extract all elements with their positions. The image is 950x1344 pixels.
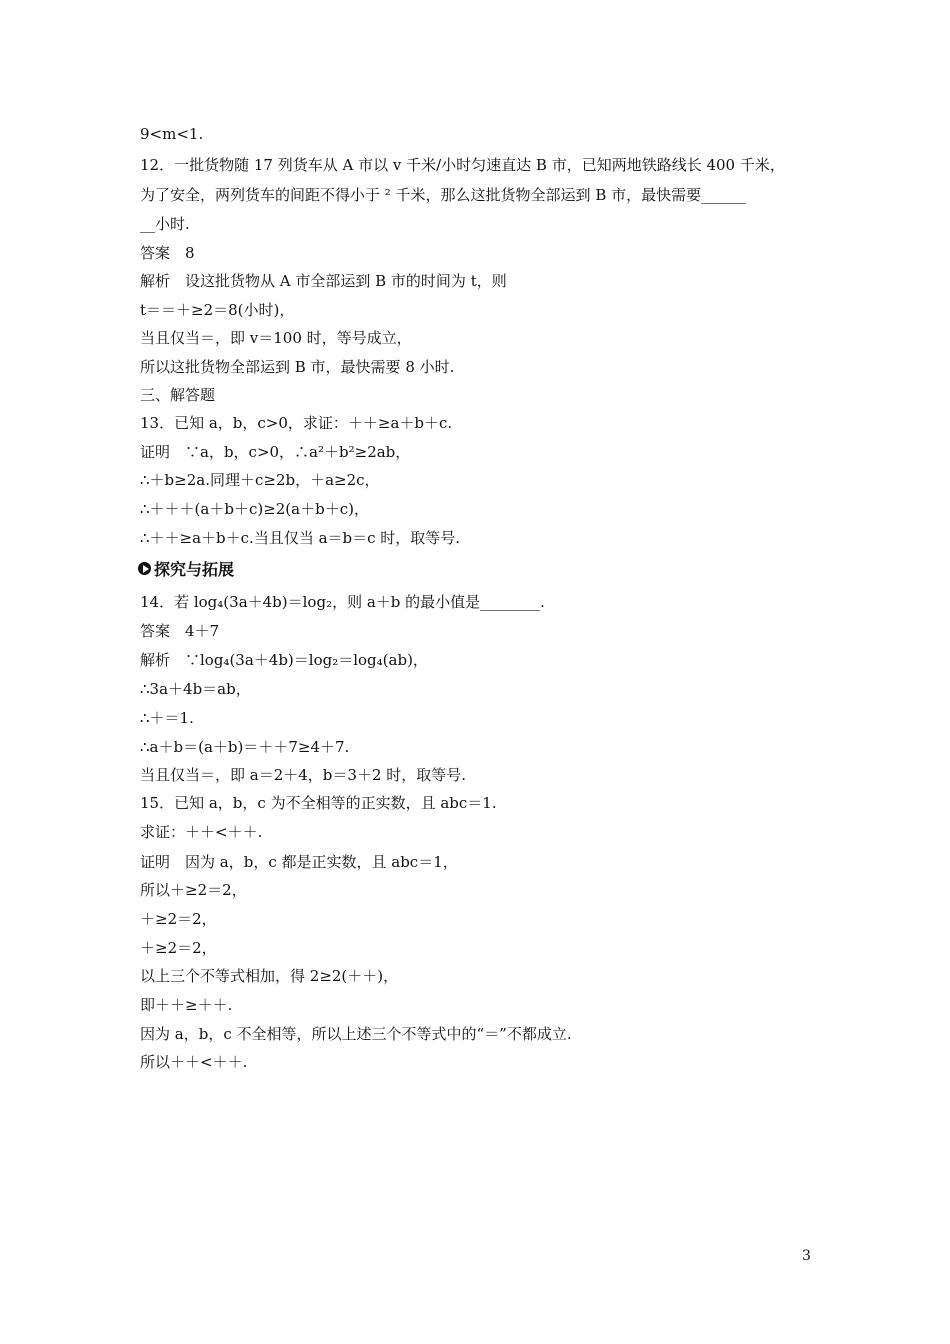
text-line: 所以这批货物全部运到 B 市，最快需要 8 小时.	[140, 358, 455, 376]
page-number: 3	[802, 1248, 811, 1264]
text-line: 12．一批货物随 17 列货车从 A 市以 v 千米/小时匀速直达 B 市，已知两地铁路线长 400 千米，	[140, 156, 785, 174]
text-line: 答案 8	[140, 244, 195, 262]
text-line: 当且仅当＝，即 v＝100 时，等号成立，	[140, 329, 412, 347]
text-line: 所以＋＋<＋＋.	[140, 1053, 248, 1071]
text-line: 证明 因为 a，b，c 都是正实数，且 abc＝1，	[140, 853, 458, 871]
text-line: 因为 a，b，c 不全相等，所以上述三个不等式中的“＝”不都成立.	[140, 1025, 572, 1043]
text-line: ＋≥2＝2，	[140, 939, 217, 957]
text-line: 15．已知 a，b，c 为不全相等的正实数，且 abc＝1.	[140, 794, 497, 812]
text-line: ∴＋＋＋(a＋b＋c)≥2(a＋b＋c)，	[140, 500, 369, 518]
section-banner	[138, 557, 234, 580]
text-line: t＝＝＋≥2＝8(小时)，	[140, 301, 295, 319]
text-line: __小时.	[140, 215, 190, 233]
text-line: 所以＋≥2＝2，	[140, 881, 247, 899]
text-line: ＋≥2＝2，	[140, 910, 217, 928]
text-line: 证明 ∵a，b，c>0，∴a²＋b²≥2ab，	[140, 443, 411, 461]
text-line: ∴＋＋≥a＋b＋c.当且仅当 a＝b＝c 时，取等号.	[140, 529, 461, 547]
text-line: 13．已知 a，b，c>0，求证：＋＋≥a＋b＋c.	[140, 414, 453, 432]
text-line: 即＋＋≥＋＋.	[140, 996, 233, 1014]
text-line: 以上三个不等式相加，得 2≥2(＋＋)，	[140, 967, 399, 985]
text-line: ∴＋＝1.	[140, 709, 194, 727]
text-line: ∴a＋b＝(a＋b)＝＋＋7≥4＋7.	[140, 738, 350, 756]
text-line: 解析 设这批货物从 A 市全部运到 B 市的时间为 t，则	[140, 272, 507, 290]
text-line: 解析 ∵log₄(3a＋4b)＝log₂＝log₄(ab)，	[140, 651, 428, 669]
text-line: 9<m<1.	[140, 125, 204, 143]
play-circle-icon	[138, 562, 151, 575]
text-line: 当且仅当＝，即 a＝2＋4，b＝3＋2 时，取等号.	[140, 766, 467, 784]
text-line: 为了安全，两列货车的间距不得小于 ² 千米，那么这批货物全部运到 B 市，最快需要______	[140, 186, 747, 204]
text-line: 14．若 log₄(3a＋4b)＝log₂，则 a＋b 的最小值是________.	[140, 593, 545, 611]
section-heading: 三、解答题	[140, 386, 216, 404]
text-line: ∴＋b≥2a.同理＋c≥2b，＋a≥2c，	[140, 471, 380, 489]
text-line: 求证：＋＋<＋＋.	[140, 823, 263, 841]
section-title: 探究与拓展	[154, 560, 235, 579]
text-line: 答案 4＋7	[140, 622, 220, 640]
text-line: ∴3a＋4b＝ab，	[140, 680, 251, 698]
